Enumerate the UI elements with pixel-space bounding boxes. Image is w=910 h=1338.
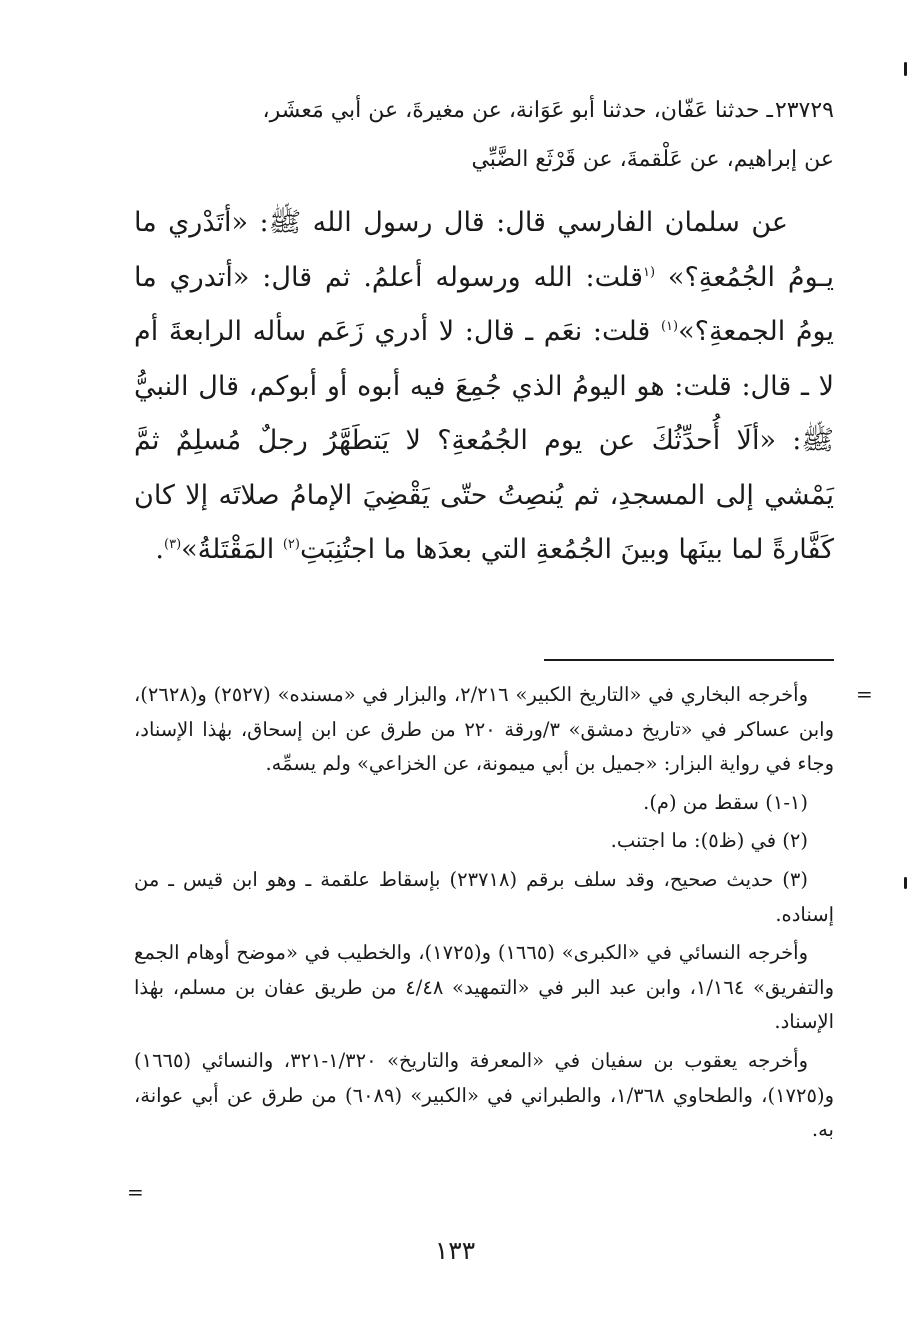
hadith-number: ٢٣٧٢٩ [774, 98, 834, 123]
footnote-ref-1-close: (١) [660, 319, 679, 334]
hadith-text-part-3: قلت: نعَم ـ قال: لا أدري زَعَم سأله الرابعةَ أم لا ـ قال: قلت: هو اليومُ الذي جُمِعَ فيه أبوه أو أبوكم، قال النبيُّ ﷺ: «ألَا أُحدِّثُكَ عن يوم الجُمُعةِ؟ لا يَتطَهَّرُ رجلٌ مُسلِمٌ ثمَّ يَمْشي إلى المسجدِ، ثم يُنصِتُ حتّى يَقْضِيَ الإمامُ صلاتَه إلا كان كَفَّارةً لما بينَها وبينَ الجُمُعةِ التي بعدَها ما اجتُنِبَتِ [134, 316, 834, 565]
footnote-ref-1-open: (١ [643, 264, 656, 280]
footnote-3-paragraph-2: وأخرجه النسائي في «الكبرى» (١٦٦٥) و(١٧٢٥)، والخطيب في «موضح أوهام الجمع والتفريق» ١/١٦٤، وابن عبد البر في «التمهيد» ٤/٤٨ من طريق عفان بن مسلم، بهٰذا الإسناد. [134, 941, 834, 1034]
footnote-continued: وأخرجه البخاري في «التاريخ الكبير» ٢/٢١٦، والبزار في «مسنده» (٢٥٢٧) و(٢٦٢٨)، وابن عساكر في «تاريخ دمشق» ٣/ورقة ٢٢٠ من طرق عن ابن إسحاق، بهٰذا الإسناد، وجاء في رواية البزار: «جميل بن أبي ميمونة، عن الخزاعي» ولم يسمِّه. [134, 683, 834, 776]
hadith-text-part-2: قلت: الله ورسوله أعلمُ. ثم قال: «أتدري ما يومُ الجمعةِ؟» [134, 261, 834, 347]
margin-mark [904, 62, 907, 76]
hadith-text-part-1: عن سلمان الفارسي قال: قال رسول الله ﷺ: «أتَدْري ما يـومُ الجُمُعةِ؟» [134, 207, 834, 293]
footnote-ref-3: (٣) [164, 537, 182, 552]
continues-mark: = [127, 1180, 144, 1204]
footnote-3-paragraph-3: وأخرجه يعقوب بن سفيان في «المعرفة والتاريخ» ١/٣٢٠-٣٢١، والنسائي (١٦٦٥) و(١٧٢٥)، والطحاوي ١/٣٦٨، والطبراني في «الكبير» (٦٠٨٩) من طرق عن أبي عوانة، به. [134, 1048, 834, 1142]
hadith-text [134, 196, 834, 578]
footnote-ref-2: (٢) [282, 537, 300, 552]
footnote-2: (٢) في (ظ٥): ما اجتنب. [610, 829, 808, 853]
footnotes [134, 678, 834, 1152]
continuation-mark: = [856, 682, 873, 706]
hadith-chain [134, 86, 834, 184]
chain-line-2: عن إبراهيم، عن عَلْقمةَ، عن قَرْثَع الضَّبِّي [471, 147, 834, 172]
chain-line-1: ـ حدثنا عَفّان، حدثنا أبو عَوَانة، عن مغيرةَ، عن أبي مَعشَر، [262, 98, 773, 123]
footnote-separator [544, 659, 834, 661]
footnote-1: (١-١) سقط من (م). [643, 790, 808, 814]
page-number: ١٣٣ [434, 1236, 476, 1265]
main-text [134, 86, 834, 578]
margin-mark [904, 877, 907, 889]
hadith-text-part-4: المَقْتَلةُ» [181, 534, 283, 565]
hadith-text-end: . [155, 534, 164, 565]
footnote-3: (٣) حديث صحيح، وقد سلف برقم (٢٣٧١٨) بإسقاط علقمة ـ وهو ابن قيس ـ من إسناده. [134, 867, 834, 926]
